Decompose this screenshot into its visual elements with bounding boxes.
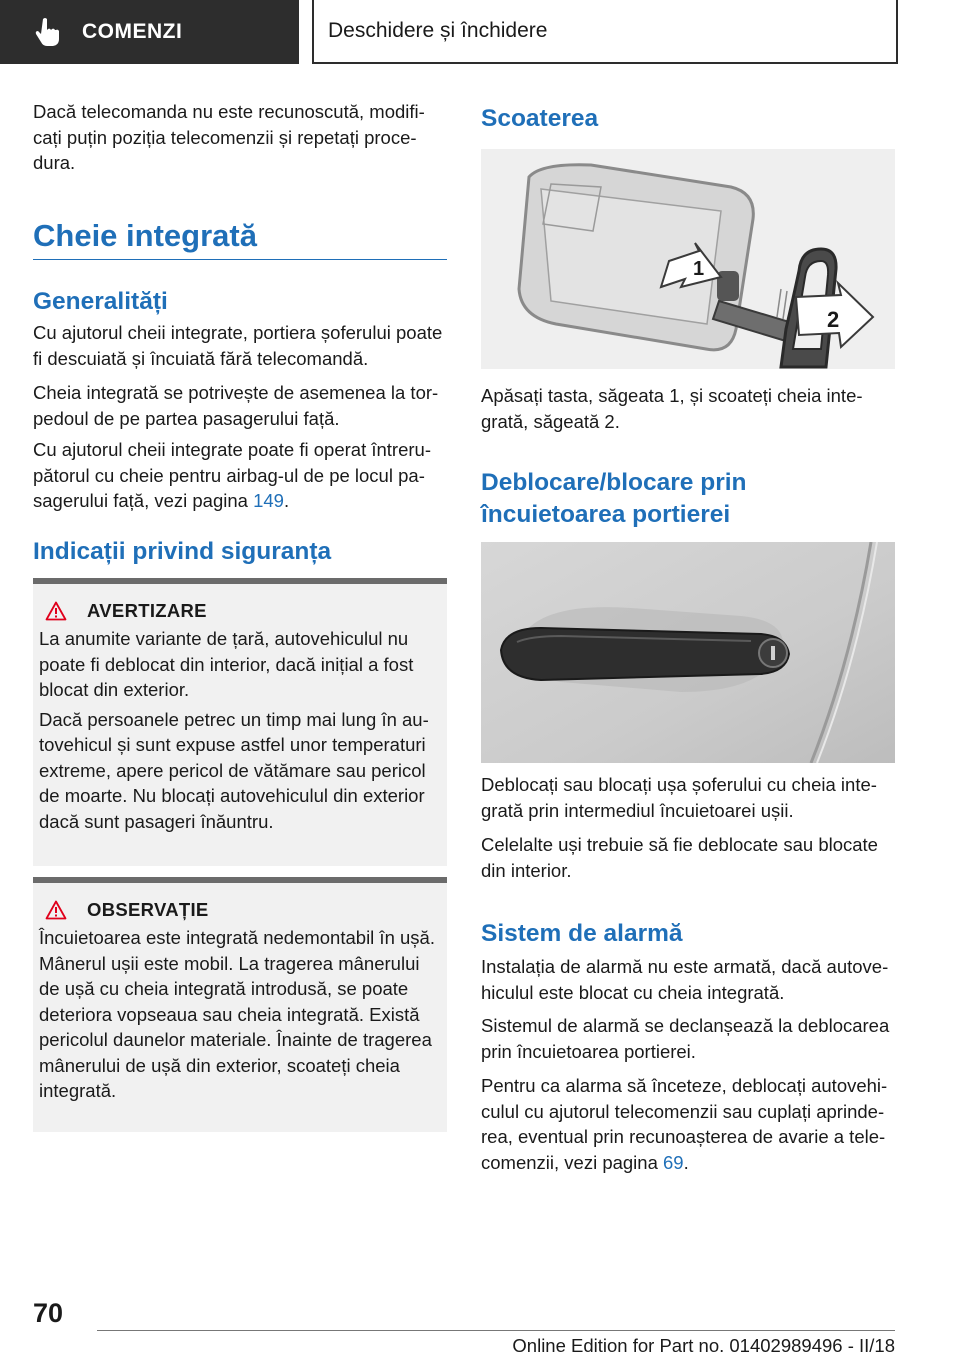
alarm-paragraph-2: Sistemul de alarmă se declanșează la deblocarea prin încuietoarea portierei. xyxy=(481,1015,890,1062)
chapter-title: Cheie integrată xyxy=(33,218,257,253)
door-lock-illustration xyxy=(481,542,895,763)
arrow-label-2: 2 xyxy=(827,307,840,332)
section-tab[interactable] xyxy=(0,0,299,64)
key-removal-illustration xyxy=(481,149,895,369)
warning-box xyxy=(33,578,447,866)
warning-title: AVERTIZARE xyxy=(87,600,207,621)
notice-title: OBSERVAȚIE xyxy=(87,899,209,920)
general-paragraph-2: Cheia integrată se potrivește de asemenea la torpedoul de pe partea pasagerului față. xyxy=(33,382,439,429)
remove-paragraph: Apăsați tasta, săgeata 1, și scoateți cheia integrată, săgeată 2. xyxy=(481,385,863,432)
warning-paragraph-1: La anumite variante de țară, autovehiculul nu poate fi deblocat din interior, dacă inițial a fost blocat din exterior. xyxy=(39,628,414,700)
notice-box xyxy=(33,877,447,1132)
edition-footer: Online Edition for Part no. 01402989496 - II/18 xyxy=(512,1335,895,1356)
general-title: Generalități xyxy=(33,288,168,315)
page-link-69[interactable]: 69 xyxy=(663,1151,684,1173)
hand-pointer-icon xyxy=(30,15,64,49)
section-label: COMENZI xyxy=(82,20,183,43)
page-link-149[interactable]: 149 xyxy=(253,490,284,511)
footer-rule xyxy=(97,1330,895,1331)
warning-triangle-icon xyxy=(45,601,67,621)
arrow-label-1: 1 xyxy=(693,258,705,280)
alarm-paragraph-3: Pentru ca alarma să înceteze, deblocați autovehiculul cu ajutorul telecomenzii sau cuplați aprinderea, eventual prin recunoașterea de avarie a telecomenzii, vezi pagina 69. xyxy=(481,1075,888,1173)
alarm-title: Sistem de alarmă xyxy=(481,920,683,947)
notice-paragraph-1: Încuietoarea este integrată nedemontabil în ușă. Mânerul ușii este mobil. La tragerea mânerului de ușă cu cheia integrată introdusă, se poate deteriora vopseaua sau cheia integrată. Există pericolul daunelor materiale. Înainte de tragerea mânerului de ușă din exterior, scoateți cheia integrată. xyxy=(39,927,435,1101)
warning-paragraph-2: Dacă persoanele petrec un timp mai lung în autovehicul și sunt expuse astfel unor temperaturi extreme, apere pericol de vătămare sau pericol de moarte. Nu blocați autovehiculul din exterior dacă sunt pasageri înăuntru. xyxy=(39,708,429,832)
chapter-title-rule xyxy=(33,259,447,260)
lock-paragraph-1: Deblocați sau blocați ușa șoferului cu cheia integrată prin intermediul încuietoarei ușii. xyxy=(481,774,877,821)
alarm-paragraph-1: Instalația de alarmă nu este armată, dacă autovehiculul este blocat cu cheia integrată. xyxy=(481,956,889,1003)
lock-paragraph-2: Celelalte uși trebuie să fie deblocate sau blocate din interior. xyxy=(481,834,878,881)
chapter-label: Deschidere și închidere xyxy=(328,19,548,42)
general-paragraph-1: Cu ajutorul cheii integrate, portiera șoferului poate fi descuiată și încuiată fără telecomandă. xyxy=(33,322,443,369)
page-number: 70 xyxy=(33,1298,64,1328)
lock-title: Deblocare/blocare prin încuietoarea portierei xyxy=(481,469,747,528)
general-paragraph-3: Cu ajutorul cheii integrate poate fi operat întrerupătorul cu cheie pentru airbag-ul de pe locul pasagerului față, vezi pagina 149. xyxy=(33,439,431,511)
remove-title: Scoaterea xyxy=(481,105,599,132)
intro-paragraph: Dacă telecomanda nu este recunoscută, modificați puțin poziția telecomenzii și repetați procedura. xyxy=(33,101,425,173)
chapter-tab[interactable] xyxy=(312,0,898,64)
door-lock-figure xyxy=(481,542,895,763)
caution-triangle-icon xyxy=(45,900,67,920)
key-removal-figure xyxy=(481,149,895,369)
safety-title: Indicații privind siguranța xyxy=(33,538,332,565)
